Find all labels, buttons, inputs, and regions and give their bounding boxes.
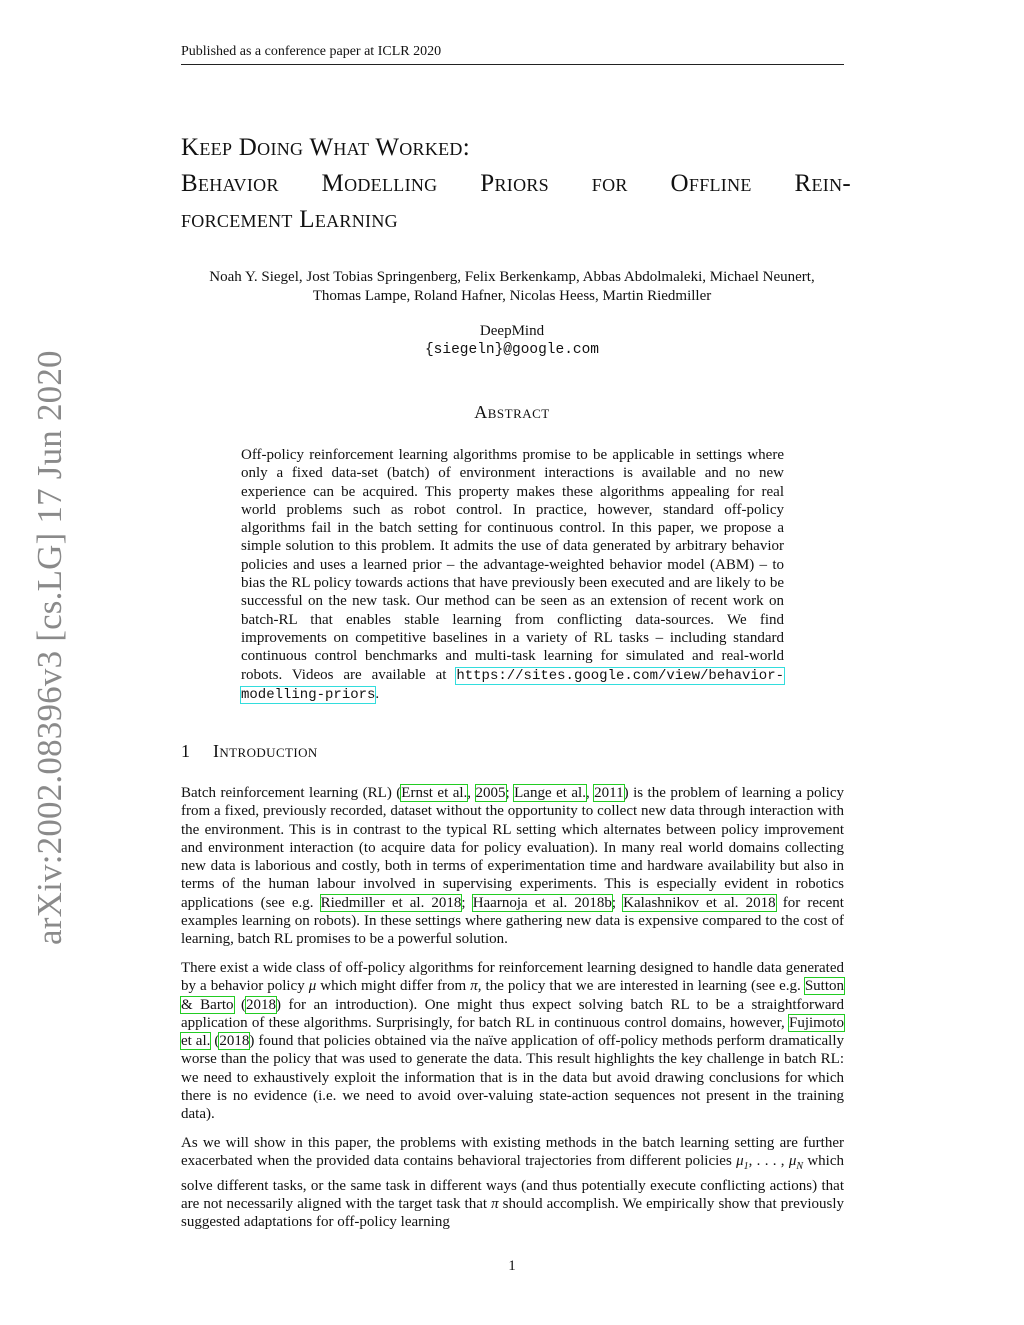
text-span: There exist a wide class of off-policy algorithms for reinforcement learning designed to handle data generated by a behavior policy: [181, 960, 844, 995]
text-span: which solve different tasks, or the same task in different ways (and thus potentially execute conflicting actions) that are not necessarily aligned with the target task that: [181, 1153, 844, 1212]
text-span: ) found that policies obtained via the naïve application of off-policy methods perform dramatically worse than the policy that was used to generate the data. This result highlights the key challenge in batch RL: we need to exhaustively exploit the information that is in the data but avoid drawing conclusions for which there is no evidence (i.e. we need to avoid over-valuing state-action sequences not present in the training data).: [181, 1033, 845, 1123]
citation-link[interactable]: Ernst et al.: [401, 785, 468, 801]
author-list: [160, 268, 864, 306]
abstract-heading: Abstract: [474, 402, 550, 422]
text-span: ) is the problem of learning a policy from a fixed, previously recorded, dataset without the opportunity to collect new data through interaction with the environment. This is in contrast to the typical RL setting which alternates between policy improvement and environment interaction (to acquire data for policy evaluation). In many real world domains collecting new data is laborious and costly, both in terms of experimentation time and hardware availability but also in terms of the human labour involved in supervising experiments. This is especially evident in robotics applications (see e.g.: [181, 785, 844, 911]
project-url-link[interactable]: https://sites.google.com/view/behavior-modelling-priors: [241, 667, 784, 703]
section-title: Introduction: [213, 741, 318, 761]
citation-link[interactable]: Lange et al.: [514, 785, 586, 801]
text-span: Batch reinforcement learning (RL) (: [181, 785, 402, 801]
affiliation-block: [160, 322, 864, 360]
math-subscript: 1: [743, 1161, 749, 1173]
abstract-body: [241, 446, 784, 704]
intro-paragraph-2: [181, 959, 844, 1124]
math-symbol: μ: [736, 1153, 744, 1170]
math-subscript: N: [796, 1161, 804, 1173]
math-dots: , . . . ,: [748, 1153, 789, 1170]
citation-year-link[interactable]: 2018: [219, 1033, 250, 1050]
math-symbol: [788, 1153, 804, 1173]
abstract-end: .: [375, 685, 380, 702]
title-line-3: forcement Learning: [181, 206, 398, 233]
text-span: (: [210, 1033, 220, 1050]
affiliation: DeepMind: [479, 323, 545, 339]
citation-link[interactable]: Kalashnikov et al. 2018: [623, 894, 776, 911]
text-span: ,: [585, 785, 595, 801]
text-span: for recent examples learning on robots). In these settings where gathering new data is expensive compared to the cost of learning, batch RL promises to be a powerful solution.: [181, 894, 844, 948]
text-span: , the policy that we are interested in learning (see e.g.: [477, 978, 805, 995]
text-span: ;: [461, 894, 473, 911]
citation-year-link[interactable]: 2005: [475, 785, 506, 801]
section-heading: [181, 741, 844, 762]
text-span: should accomplish. We empirically show that previously suggested adaptations for off-policy learning: [181, 1195, 844, 1231]
math-symbol: μ: [308, 978, 317, 995]
citation-link[interactable]: Sutton & Barto: [181, 978, 844, 1013]
page-number: 1: [508, 1258, 516, 1274]
intro-paragraph-1: [181, 784, 844, 949]
math-symbol: π: [491, 1195, 499, 1212]
text-span: (: [233, 996, 246, 1013]
paper-title: [181, 130, 851, 238]
intro-paragraph-3: [181, 1134, 844, 1231]
section-number: 1: [181, 741, 191, 761]
title-line-2: Behavior Modelling Priors for Offline Rein-: [181, 170, 851, 197]
text-span: ) for an introduction). One might thus expect solving batch RL to be a straightforward application of these algorithms. Surprisingly, for batch RL in continuous control domains, however,: [181, 996, 844, 1031]
text-span: ;: [505, 785, 515, 801]
math-symbol: π: [470, 978, 478, 995]
authors-line-2: Thomas Lampe, Roland Hafner, Nicolas Heess, Martin Riedmiller: [312, 288, 712, 304]
math-symbol: [736, 1153, 749, 1173]
text-span: ;: [611, 894, 624, 911]
citation-link[interactable]: Haarnoja et al. 2018b: [472, 894, 612, 911]
title-line-1: Keep Doing What Worked:: [181, 134, 470, 161]
text-span: ,: [467, 785, 476, 801]
contact-email[interactable]: {siegeln}@google.com: [424, 342, 600, 358]
running-header: Published as a conference paper at ICLR 2020: [181, 44, 844, 65]
citation-link[interactable]: Fujimoto et al.: [181, 1014, 844, 1050]
citation-link[interactable]: Riedmiller et al. 2018: [320, 894, 462, 911]
text-span: As we will show in this paper, the problems with existing methods in the batch learning setting are further exacerbated when the provided data contains behavioral trajectories from different policies: [181, 1135, 844, 1170]
arxiv-identifier: arXiv:2002.08396v3 [cs.LG] 17 Jun 2020: [30, 350, 69, 945]
authors-line-1: Noah Y. Siegel, Jost Tobias Springenberg, Felix Berkenkamp, Abbas Abdolmaleki, Michael Neunert,: [209, 269, 815, 285]
abstract-text: Off-policy reinforcement learning algorithms promise to be applicable in settings where only a fixed data-set (batch) of environment interactions is available and no new experience can be acquired. This property makes these algorithms appealing for real world problems such as robot control. In practice, however, standard off-policy algorithms fail in the batch setting for continuous control. In this paper, we propose a simple solution to this problem. It admits the use of data generated by arbitrary behavior policies and uses a learned prior – the advantage-weighted behavior model (ABM) – to bias the RL policy towards actions that have previously been executed and are likely to be successful on the new task. Our method can be seen as an extension of recent work on batch-RL that enables stable learning from conflicting data-sources. We find improvements on competitive baselines in a variety of RL tasks – including standard continuous control benchmarks and multi-task learning for simulated and real-world robots. Videos are available at: [241, 447, 784, 683]
text-span: which might differ from: [316, 978, 471, 995]
citation-year-link[interactable]: 2011: [594, 785, 624, 801]
math-symbol: μ: [788, 1153, 797, 1170]
citation-year-link[interactable]: 2018: [246, 996, 276, 1013]
